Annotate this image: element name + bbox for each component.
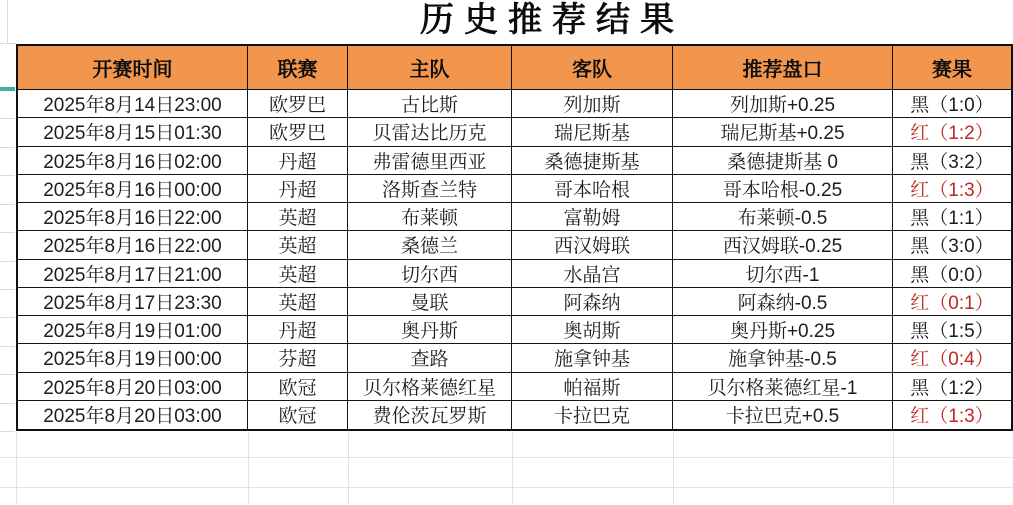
cell-away[interactable]: 哥本哈根	[512, 175, 673, 203]
cell-away[interactable]: 西汉姆联	[512, 231, 673, 259]
cell-handicap[interactable]: 西汉姆联-0.25	[673, 231, 893, 259]
cell-home[interactable]: 奥丹斯	[348, 316, 512, 344]
gridline-horizontal	[0, 261, 15, 262]
gridline-horizontal	[0, 147, 15, 148]
cell-handicap[interactable]: 列加斯+0.25	[673, 90, 893, 118]
gridline-vertical	[512, 433, 513, 505]
header-cell-home[interactable]: 主队	[348, 46, 512, 90]
cell-league[interactable]: 英超	[248, 288, 348, 316]
cell-away[interactable]: 奥胡斯	[512, 316, 673, 344]
selection-indicator	[0, 87, 15, 91]
cell-home[interactable]: 查路	[348, 344, 512, 372]
gridline-vertical	[673, 433, 674, 505]
cell-league[interactable]: 欧罗巴	[248, 90, 348, 118]
cell-time[interactable]: 2025年8月20日03:00	[18, 373, 248, 401]
table-row	[18, 175, 1011, 203]
cell-time[interactable]: 2025年8月14日23:00	[18, 90, 248, 118]
table-row	[18, 147, 1011, 175]
cell-home[interactable]: 贝雷达比历克	[348, 118, 512, 146]
cell-home[interactable]: 桑德兰	[348, 231, 512, 259]
cell-time[interactable]: 2025年8月20日03:00	[18, 401, 248, 429]
cell-home[interactable]: 曼联	[348, 288, 512, 316]
gridline-horizontal	[0, 431, 15, 432]
cell-home[interactable]: 切尔西	[348, 260, 512, 288]
table-row	[18, 231, 1011, 259]
cell-result[interactable]: 红（1:2）	[893, 118, 1011, 146]
cell-handicap[interactable]: 瑞尼斯基+0.25	[673, 118, 893, 146]
cell-league[interactable]: 丹超	[248, 175, 348, 203]
cell-handicap[interactable]: 阿森纳-0.5	[673, 288, 893, 316]
cell-home[interactable]: 古比斯	[348, 90, 512, 118]
cell-time[interactable]: 2025年8月16日22:00	[18, 231, 248, 259]
cell-home[interactable]: 洛斯查兰特	[348, 175, 512, 203]
cell-handicap[interactable]: 卡拉巴克+0.5	[673, 401, 893, 429]
cell-result[interactable]: 黑（1:2）	[893, 373, 1011, 401]
cell-result[interactable]: 红（1:3）	[893, 175, 1011, 203]
table-row	[18, 373, 1011, 401]
cell-time[interactable]: 2025年8月15日01:30	[18, 118, 248, 146]
cell-time[interactable]: 2025年8月16日00:00	[18, 175, 248, 203]
cell-time[interactable]: 2025年8月17日21:00	[18, 260, 248, 288]
cell-handicap[interactable]: 奥丹斯+0.25	[673, 316, 893, 344]
cell-handicap[interactable]: 哥本哈根-0.25	[673, 175, 893, 203]
gridline-vertical	[348, 433, 349, 505]
table-body	[18, 90, 1011, 429]
table-row	[18, 118, 1011, 146]
cell-result[interactable]: 黑（3:2）	[893, 147, 1011, 175]
cell-league[interactable]: 欧冠	[248, 401, 348, 429]
cell-time[interactable]: 2025年8月17日23:30	[18, 288, 248, 316]
gridline-horizontal	[0, 232, 15, 233]
table-row	[18, 203, 1011, 231]
gridline-vertical	[893, 433, 894, 505]
cell-away[interactable]: 瑞尼斯基	[512, 118, 673, 146]
gridline-vertical	[248, 433, 249, 505]
cell-away[interactable]: 水晶宫	[512, 260, 673, 288]
cell-home[interactable]: 弗雷德里西亚	[348, 147, 512, 175]
header-cell-away[interactable]: 客队	[512, 46, 673, 90]
cell-handicap[interactable]: 切尔西-1	[673, 260, 893, 288]
header-cell-handicap[interactable]: 推荐盘口	[673, 46, 893, 90]
header-cell-league[interactable]: 联赛	[248, 46, 348, 90]
gridline-horizontal	[0, 346, 15, 347]
cell-away[interactable]: 帕福斯	[512, 373, 673, 401]
cell-result[interactable]: 黑（1:1）	[893, 203, 1011, 231]
cell-time[interactable]: 2025年8月16日22:00	[18, 203, 248, 231]
header-cell-result[interactable]: 赛果	[893, 46, 1011, 90]
cell-away[interactable]: 列加斯	[512, 90, 673, 118]
cell-home[interactable]: 布莱顿	[348, 203, 512, 231]
cell-result[interactable]: 黑（3:0）	[893, 231, 1011, 259]
cell-result[interactable]: 红（0:1）	[893, 288, 1011, 316]
gridline-vertical	[16, 433, 17, 505]
table-row	[18, 316, 1011, 344]
table-header-row	[18, 46, 1011, 90]
cell-league[interactable]: 芬超	[248, 344, 348, 372]
cell-league[interactable]: 欧冠	[248, 373, 348, 401]
gridline-vertical	[7, 0, 8, 44]
cell-league[interactable]: 丹超	[248, 316, 348, 344]
gridline-horizontal	[0, 289, 15, 290]
cell-league[interactable]: 英超	[248, 203, 348, 231]
cell-home[interactable]: 费伦茨瓦罗斯	[348, 401, 512, 429]
cell-away[interactable]: 卡拉巴克	[512, 401, 673, 429]
cell-time[interactable]: 2025年8月16日02:00	[18, 147, 248, 175]
cell-away[interactable]: 阿森纳	[512, 288, 673, 316]
cell-handicap[interactable]: 贝尔格莱德红星-1	[673, 373, 893, 401]
gridline-horizontal	[0, 403, 15, 404]
cell-result[interactable]: 黑（0:0）	[893, 260, 1011, 288]
header-cell-time[interactable]: 开赛时间	[18, 46, 248, 90]
table-row	[18, 344, 1011, 372]
cell-away[interactable]: 富勒姆	[512, 203, 673, 231]
cell-time[interactable]: 2025年8月19日00:00	[18, 344, 248, 372]
cell-handicap[interactable]: 桑德捷斯基 0	[673, 147, 893, 175]
cell-result[interactable]: 红（1:3）	[910, 406, 994, 428]
cell-league[interactable]: 欧罗巴	[248, 118, 348, 146]
cell-home[interactable]: 贝尔格莱德红星	[348, 373, 512, 401]
cell-league[interactable]: 英超	[248, 231, 348, 259]
cell-time[interactable]: 2025年8月19日01:00	[18, 316, 248, 344]
page-title: 历史推荐结果	[420, 1, 684, 39]
gridline-horizontal	[0, 118, 15, 119]
table-row	[18, 260, 1011, 288]
gridline-horizontal	[0, 487, 1013, 488]
cell-result[interactable]: 黑（1:0）	[893, 90, 1011, 118]
cell-handicap[interactable]: 施拿钟基-0.5	[673, 344, 893, 372]
gridline-horizontal	[0, 175, 15, 176]
gridline-horizontal	[0, 457, 1013, 458]
results-table	[16, 44, 1013, 431]
gridline-horizontal	[0, 43, 16, 44]
table-row	[18, 90, 1011, 118]
cell-result[interactable]: 黑（1:5）	[893, 316, 1011, 344]
gridline-horizontal	[0, 317, 15, 318]
cell-league[interactable]: 英超	[248, 260, 348, 288]
cell-league[interactable]: 丹超	[248, 147, 348, 175]
cell-handicap[interactable]: 布莱顿-0.5	[673, 203, 893, 231]
cell-away[interactable]: 桑德捷斯基	[512, 147, 673, 175]
cell-result[interactable]: 红（0:4）	[893, 344, 1011, 372]
gridline-horizontal	[0, 374, 15, 375]
cell-away[interactable]: 施拿钟基	[512, 344, 673, 372]
table-row	[18, 288, 1011, 316]
table-row	[18, 401, 1011, 429]
gridline-horizontal	[0, 204, 15, 205]
